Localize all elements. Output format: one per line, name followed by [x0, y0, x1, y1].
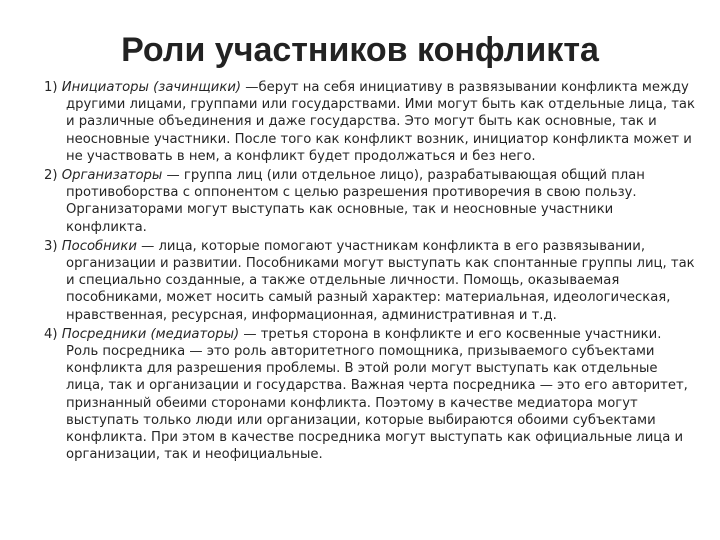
item-separator: —: [241, 80, 259, 95]
item-number: 4): [44, 326, 58, 342]
item-text: третья сторона в конфликте и его косвенные участники. Роль посредника — это роль авторитетного помощника, призываемого субъектами конфликта для разрешения проблемы. В этой роли могут выступать как отдельные лица, так и организации и государства. Важная черта посредника — это его авторитет, признанный обеими сторонами конфликта. Поэтому в качестве медиатора могут выступать только люди или организации, которые выбираются обоими субъектами конфликта. При этом в качестве посредника могут выступать как официальные лица и организации, так и неофициальные.: [66, 326, 688, 463]
item-term: Посредники (медиаторы): [61, 326, 240, 342]
item-text: лица, которые помогают участникам конфликта в его развязывании, организации и развитии. Пособниками могут выступать как спонтанные группы лиц, так и специально созданные, а также отдельные личности. Помощь, оказываемая пособниками, может носить самый разный характер: материальная, идеологическая, нравственная, ресурсная, информационная, административная и т.д.: [66, 238, 695, 323]
list-item-accomplices: [44, 238, 696, 324]
item-text: группа лиц (или отдельное лицо), разрабатывающая общий план противоборства с оппонентом с целью разрешения противоречия в свою пользу. Организаторами могут выступать как основные, так и неосновные участники конфликта.: [66, 168, 645, 235]
item-term: Инициаторы (зачинщики): [61, 80, 242, 95]
item-number: 1): [44, 80, 58, 95]
slide-body: [44, 79, 696, 465]
item-text: берут на себя инициативу в развязывании конфликта между другими лицами, группами или государствами. Ими могут быть как отдельные лица, так и различные объединения и даже государства. Это могут быть как основные, так и неосновные участники. После того как конфликт возник, инициатор конфликта может и не участвовать в нем, а конфликт будет продолжаться и без него.: [66, 80, 695, 164]
list-item-mediators: [44, 326, 696, 464]
item-term: Организаторы: [61, 168, 163, 184]
item-separator: —: [136, 238, 155, 254]
list-item-organizers: [44, 167, 696, 236]
item-term: Пособники: [61, 238, 137, 254]
item-separator: —: [239, 326, 257, 342]
item-number: 2): [44, 168, 58, 184]
item-number: 3): [44, 238, 58, 254]
list-item-initiators: [44, 79, 696, 165]
item-separator: —: [162, 168, 180, 184]
slide-title: Роли участников конфликта: [121, 31, 599, 69]
